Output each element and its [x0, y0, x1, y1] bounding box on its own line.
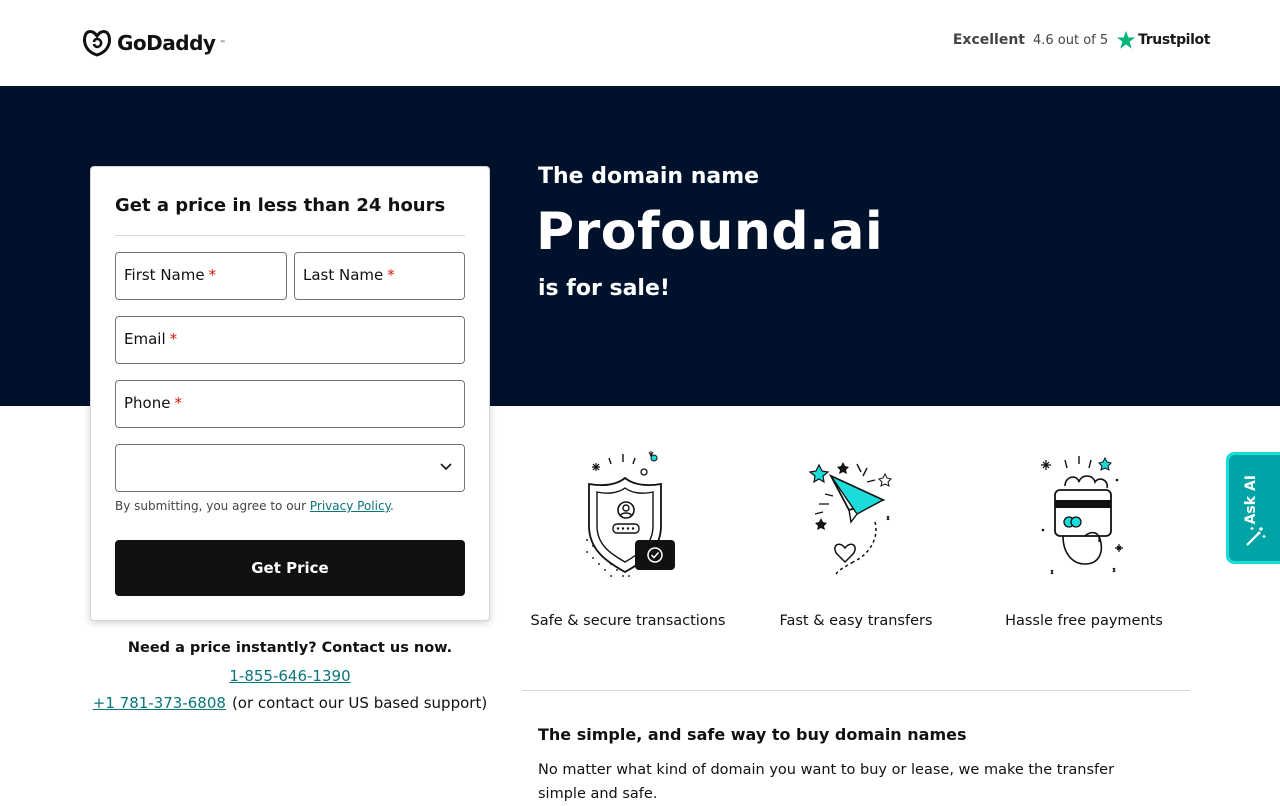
get-price-button[interactable]: Get Price [115, 540, 465, 596]
ask-ai-button[interactable] [1226, 452, 1280, 564]
shield-icon [573, 450, 683, 585]
section-divider [522, 690, 1190, 691]
phone-link-primary[interactable]: 1-855-646-1390 [229, 667, 351, 685]
magic-wand-icon [1243, 525, 1267, 549]
info-title: The simple, and safe way to buy domain names [538, 725, 967, 744]
ask-ai-inner [1229, 455, 1280, 561]
card-payment-icon [1029, 450, 1139, 585]
paper-plane-icon [801, 450, 911, 585]
privacy-policy-link[interactable]: Privacy Policy [309, 499, 390, 513]
form-divider [115, 235, 465, 236]
first-name-label: First Name * [124, 266, 217, 284]
feature-secure [528, 450, 728, 629]
trustpilot-score: 4.6 out of 5 [1032, 32, 1109, 48]
trustpilot-brand: Trustpilot [1138, 32, 1210, 48]
ask-ai-label: Ask AI [1243, 475, 1259, 525]
trustpilot-star-icon [1116, 30, 1136, 50]
contact-title: Need a price instantly? Contact us now. [127, 640, 453, 656]
phone-label: Phone * [124, 394, 182, 412]
info-body: No matter what kind of domain you want to buy or lease, we make the transfer simple and safe. [538, 762, 1115, 802]
email-label: Email * [124, 330, 178, 348]
feature-payments [984, 450, 1184, 629]
trustpilot-widget[interactable] [953, 30, 1210, 50]
phone-link-secondary[interactable]: +1 781-373-6808 [92, 694, 226, 712]
consent-text: By submitting, you agree to our Privacy Policy. [115, 499, 394, 513]
last-name-field[interactable] [294, 252, 465, 300]
hero-domain-name: Profound.ai [536, 202, 884, 262]
first-name-field[interactable] [115, 252, 287, 300]
feature-label: Hassle free payments [1005, 613, 1163, 629]
godaddy-logo-icon [81, 28, 113, 58]
hero-post-text: is for sale! [538, 276, 670, 301]
feature-label: Fast & easy transfers [779, 613, 933, 629]
godaddy-logo[interactable] [81, 28, 225, 58]
contact-phone-primary [90, 667, 490, 685]
feature-label: Safe & secure transactions [530, 613, 726, 629]
trustpilot-rating-word: Excellent [952, 32, 1025, 48]
trustpilot-logo [1116, 30, 1210, 50]
feature-transfers [756, 450, 956, 629]
offer-select[interactable] [115, 444, 465, 492]
site-header [0, 0, 1280, 86]
chevron-down-icon [440, 463, 452, 471]
email-field[interactable] [115, 316, 465, 364]
phone-field[interactable] [115, 380, 465, 428]
hero-pre-text: The domain name [538, 164, 760, 189]
last-name-label: Last Name * [303, 266, 395, 284]
logo-trademark: ™ [219, 39, 226, 47]
logo-text: GoDaddy [117, 31, 216, 55]
form-title: Get a price in less than 24 hours [115, 195, 446, 216]
price-request-form [90, 166, 490, 621]
contact-phone-secondary [90, 694, 490, 712]
phone-note: (or contact our US based support) [231, 694, 488, 712]
